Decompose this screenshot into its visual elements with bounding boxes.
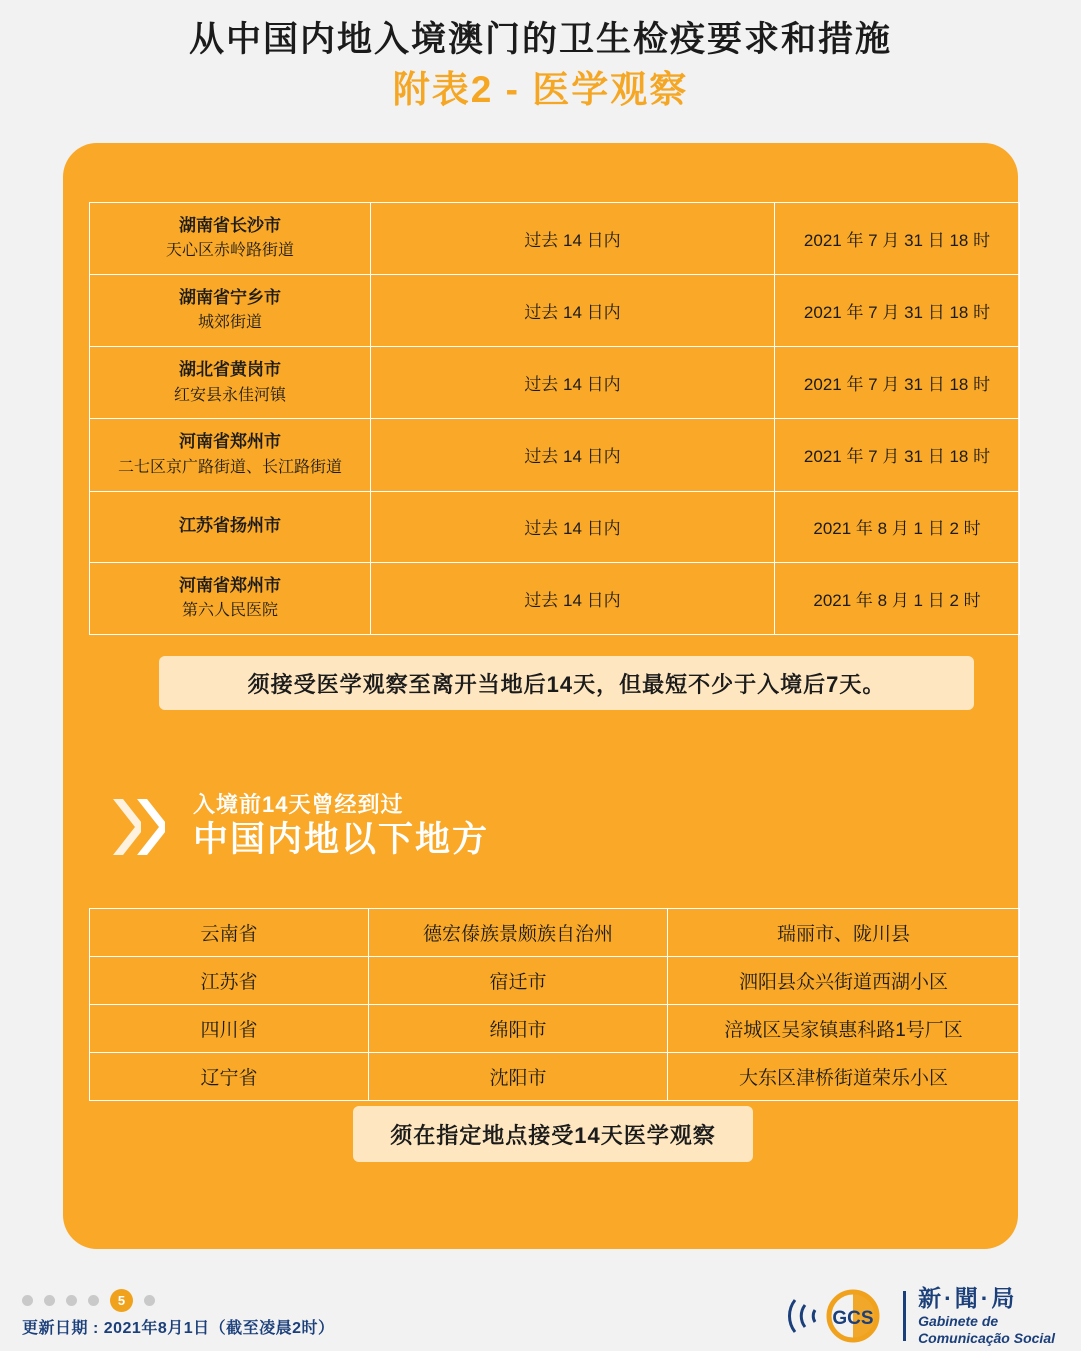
locations-table bbox=[89, 908, 1020, 1101]
page-title: 从中国内地入境澳门的卫生检疫要求和措施 bbox=[188, 20, 892, 59]
chevron-right-icon bbox=[137, 799, 165, 855]
province-cell: 江苏省 bbox=[90, 957, 369, 1005]
page-dot bbox=[144, 1295, 155, 1306]
period-text: 过去 14 日内 bbox=[524, 590, 621, 610]
place-cell bbox=[90, 419, 371, 491]
logo-text-portuguese-line2: Comunicação Social bbox=[918, 1330, 1055, 1347]
period-cell bbox=[371, 203, 775, 275]
period-text: 过去 14 日内 bbox=[524, 519, 621, 539]
place-name: 湖南省宁乡市 bbox=[179, 288, 281, 308]
table-row bbox=[90, 347, 1020, 419]
section-heading bbox=[109, 791, 489, 863]
time-text: 2021 年 7 月 31 日 18 时 bbox=[803, 447, 991, 467]
note-medical-observation: 须接受医学观察至离开当地后14天，但最短不少于入境后7天。 bbox=[159, 656, 974, 710]
time-text: 2021 年 7 月 31 日 18 时 bbox=[803, 303, 991, 323]
detail-cell: 瑞丽市、陇川县 bbox=[668, 909, 1020, 957]
table-row bbox=[90, 562, 1020, 634]
gcs-logo-mark-icon bbox=[787, 1286, 891, 1346]
place-cell bbox=[90, 347, 371, 419]
place-name: 湖北省黄岗市 bbox=[179, 360, 281, 380]
place-name: 湖南省长沙市 bbox=[179, 216, 281, 235]
detail-cell: 涪城区吴家镇惠科路1号厂区 bbox=[668, 1005, 1020, 1053]
place-detail: 天心区赤岭路街道 bbox=[165, 242, 294, 260]
place-cell bbox=[90, 562, 371, 634]
logo-text-chinese: 新·聞·局 bbox=[918, 1285, 1018, 1311]
time-text: 2021 年 7 月 31 日 18 时 bbox=[803, 375, 991, 395]
detail-cell: 泗阳县众兴街道西湖小区 bbox=[668, 957, 1020, 1005]
section-heading-line1: 入境前14天曾经到过 bbox=[193, 791, 404, 817]
update-date-text: 更新日期 : 2021年8月1日（截至凌晨2时） bbox=[22, 1320, 335, 1337]
place-cell bbox=[90, 275, 371, 347]
period-cell bbox=[371, 275, 775, 347]
place-name: 江苏省扬州市 bbox=[179, 516, 281, 536]
period-cell bbox=[371, 491, 775, 562]
medical-observation-table bbox=[89, 202, 1020, 635]
place-detail: 二七区京广路街道、长江路街道 bbox=[117, 458, 342, 476]
page-footer bbox=[0, 1279, 1081, 1351]
svg-text:GCS: GCS bbox=[832, 1308, 874, 1330]
locations-table-wrapper bbox=[89, 908, 992, 1101]
table-row bbox=[90, 203, 1020, 275]
note-designated-location: 须在指定地点接受14天医学观察 bbox=[353, 1106, 753, 1162]
city-cell: 绵阳市 bbox=[369, 1005, 668, 1053]
period-text: 过去 14 日内 bbox=[524, 303, 621, 323]
page-dot bbox=[22, 1295, 33, 1306]
place-detail: 红安县永佳河镇 bbox=[173, 386, 286, 404]
province-cell: 辽宁省 bbox=[90, 1053, 369, 1101]
page-header bbox=[0, 0, 1081, 114]
place-name: 河南省郑州市 bbox=[179, 575, 281, 595]
time-cell bbox=[775, 347, 1020, 419]
page-subtitle: 附表2 - 医学观察 bbox=[392, 68, 689, 110]
place-detail: 城郊街道 bbox=[197, 314, 262, 332]
double-chevron-icon bbox=[109, 791, 187, 863]
city-cell: 沈阳市 bbox=[369, 1053, 668, 1101]
table-row bbox=[90, 275, 1020, 347]
time-text: 2021 年 7 月 31 日 18 时 bbox=[803, 231, 991, 251]
time-text: 2021 年 8 月 1 日 2 时 bbox=[813, 519, 981, 539]
period-cell bbox=[371, 419, 775, 491]
content-panel bbox=[63, 143, 1018, 1249]
logo-text-block bbox=[918, 1285, 1055, 1348]
logo-divider bbox=[903, 1291, 906, 1341]
city-cell: 宿迁市 bbox=[369, 957, 668, 1005]
period-text: 过去 14 日内 bbox=[524, 375, 621, 395]
medical-observation-table-wrapper bbox=[89, 202, 992, 635]
table-row bbox=[90, 491, 1020, 562]
period-cell bbox=[371, 347, 775, 419]
time-cell bbox=[775, 491, 1020, 562]
time-cell bbox=[775, 419, 1020, 491]
section-heading-texts bbox=[193, 792, 489, 862]
page-dot bbox=[44, 1295, 55, 1306]
page-indicator bbox=[22, 1289, 155, 1312]
period-text: 过去 14 日内 bbox=[524, 447, 621, 467]
table-row bbox=[90, 1053, 1020, 1101]
table-row bbox=[90, 419, 1020, 491]
table-row bbox=[90, 909, 1020, 957]
city-cell: 德宏傣族景颇族自治州 bbox=[369, 909, 668, 957]
section-heading-line2: 中国内地以下地方 bbox=[193, 820, 490, 860]
place-cell bbox=[90, 203, 371, 275]
province-cell: 四川省 bbox=[90, 1005, 369, 1053]
place-name: 河南省郑州市 bbox=[179, 432, 281, 452]
time-cell bbox=[775, 562, 1020, 634]
province-cell: 云南省 bbox=[90, 909, 369, 957]
page-dot bbox=[88, 1295, 99, 1306]
period-text: 过去 14 日内 bbox=[524, 231, 621, 251]
logo-text-portuguese-line1: Gabinete de bbox=[918, 1312, 999, 1329]
detail-cell: 大东区津桥街道荣乐小区 bbox=[668, 1053, 1020, 1101]
time-text: 2021 年 8 月 1 日 2 时 bbox=[813, 590, 981, 610]
page-dot bbox=[66, 1295, 77, 1306]
table-row bbox=[90, 1005, 1020, 1053]
period-cell bbox=[371, 562, 775, 634]
time-cell bbox=[775, 275, 1020, 347]
page-dot-active: 5 bbox=[110, 1289, 133, 1312]
place-detail: 第六人民医院 bbox=[181, 601, 278, 619]
place-cell bbox=[90, 491, 371, 562]
time-cell bbox=[775, 203, 1020, 275]
table-row bbox=[90, 957, 1020, 1005]
gcs-logo bbox=[787, 1285, 1055, 1348]
